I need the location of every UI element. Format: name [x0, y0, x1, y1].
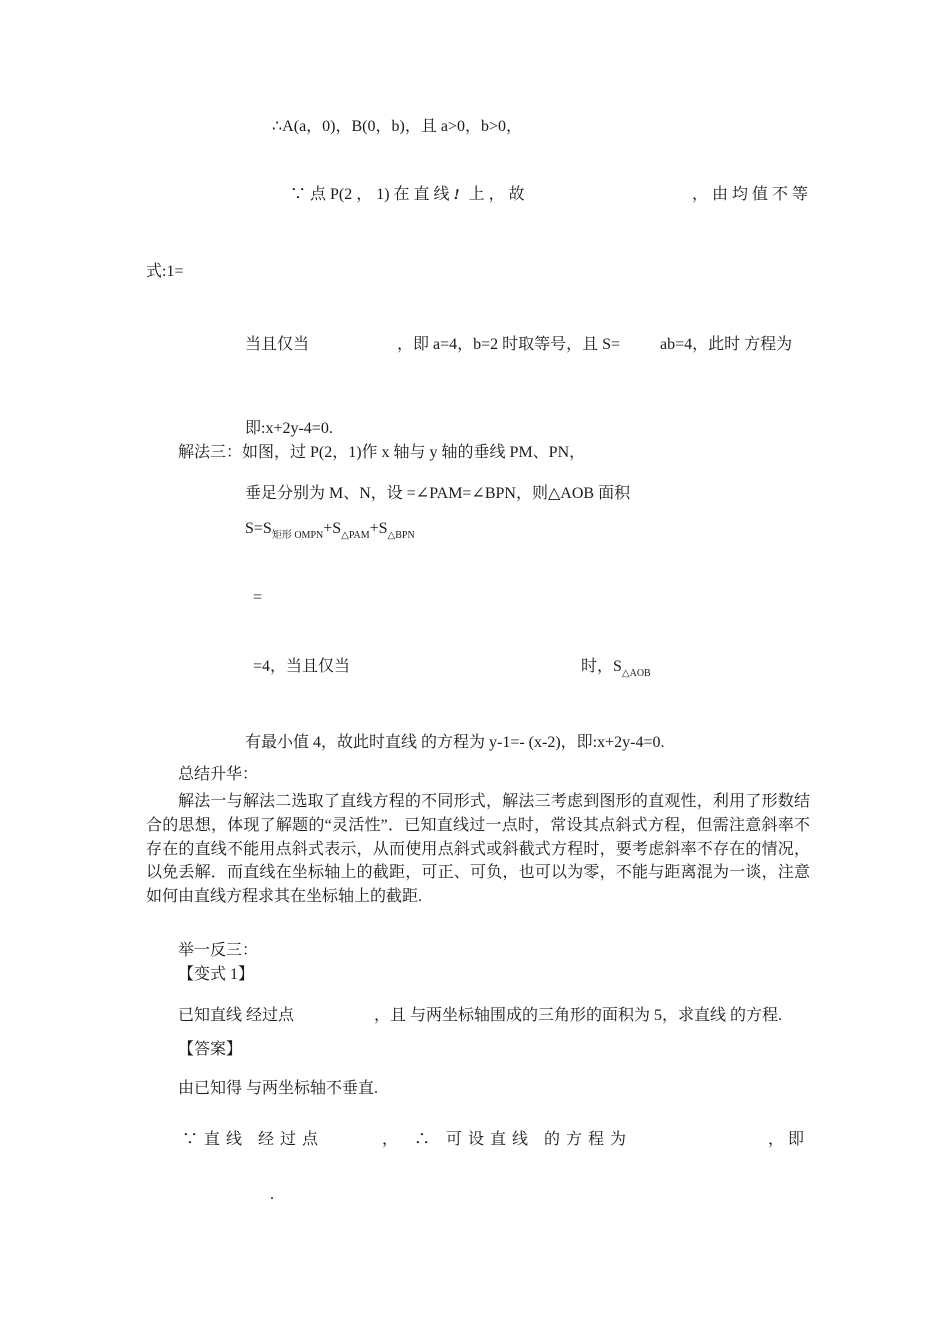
line-equation-result: 即:x+2y-4=0.: [245, 420, 333, 437]
variant-tag: 【变式 1】: [178, 966, 255, 983]
area-plus1: +S: [323, 520, 342, 537]
area-sub-pam: △PAM: [341, 530, 370, 541]
area-s: S=S: [245, 520, 272, 537]
line-equals: =: [253, 589, 263, 606]
summary-heading: 总结升华：: [178, 766, 259, 783]
equality-part2: ，即 a=4，b=2 时取等号，且 S=: [397, 336, 621, 353]
formula-glyph: !: [451, 186, 461, 204]
answer2-part1: ∵直线 经过点: [182, 1131, 325, 1148]
min-sub-aob: △AOB: [621, 668, 651, 679]
line-method-three: 解法三：如图，过 P(2，1)作 x 轴与 y 轴的垂线 PM、PN，: [178, 444, 586, 461]
min-part2: [581, 656, 651, 680]
line-min-condition: [253, 656, 673, 678]
area-plus2: +S: [369, 520, 388, 537]
question-part1: 已知直线 经过点: [178, 1007, 295, 1024]
area-sub-rect: 矩形 OMPN: [271, 530, 324, 541]
answer2-part3: ，即: [767, 1131, 808, 1148]
answer-line-1: 由已知得 与两坐标轴不垂直.: [178, 1080, 379, 1097]
answer-tag: 【答案】: [178, 1041, 243, 1058]
summary-body: 解法一与解法二选取了直线方程的不同形式，解法三考虑到图形的直观性，利用了形数结合的思想，体现了解题的“灵活性”．已知直线过一点时，常设其点斜式方程，但需注意斜率不存在的直线不能用点斜式表示，从而使用点斜式或斜截式方程时，要考虑斜率不存在的情况，以免丢解．而直线在坐标轴上的截距，可正、可负，也可以为零，不能与距离混为一谈，注意如何由直线方程求其在坐标轴上的截距.: [146, 793, 810, 906]
answer2-part2: ， ∴ 可设直线 的方程为: [382, 1131, 633, 1148]
min-s: 时，S: [581, 658, 622, 675]
answer-line-3: .: [270, 1186, 274, 1203]
line-inequality: 式:1=: [146, 263, 184, 280]
min-part1: =4，当且仅当: [253, 658, 351, 675]
variant-question: [178, 1005, 808, 1027]
line-area-sum: [245, 518, 415, 542]
summary-paragraph: [146, 790, 810, 909]
line-point-p-part2: 上 ， 故: [468, 186, 525, 203]
area-sub-bpn: △BPN: [387, 530, 415, 541]
equality-part3: ab=4，此时 方程为: [660, 336, 793, 353]
question-part2: ，且 与两坐标轴围成的三角形的面积为 5，求直线 的方程.: [374, 1007, 783, 1024]
example-heading: 举一反三：: [178, 942, 259, 959]
answer-line-2: [182, 1129, 808, 1151]
line-point-p: [290, 184, 808, 206]
line-min-value: 有最小值 4，故此时直线 的方程为 y-1=- (x-2)，即:x+2y-4=0.: [245, 734, 665, 751]
line-point-p-part3: ， 由 均 值 不 等: [691, 186, 808, 203]
line-foot-points: 垂足分别为 M、N，设 =∠PAM=∠BPN，则△AOB 面积: [245, 485, 631, 502]
line-point-p-part1: ∵ 点 P(2 ， 1) 在 直 线: [290, 186, 450, 203]
line-equality-condition: [245, 334, 808, 356]
equality-part1: 当且仅当: [245, 336, 310, 353]
line-points-ab: ∴A(a，0)，B(0，b)，且 a>0，b>0，: [272, 118, 522, 135]
